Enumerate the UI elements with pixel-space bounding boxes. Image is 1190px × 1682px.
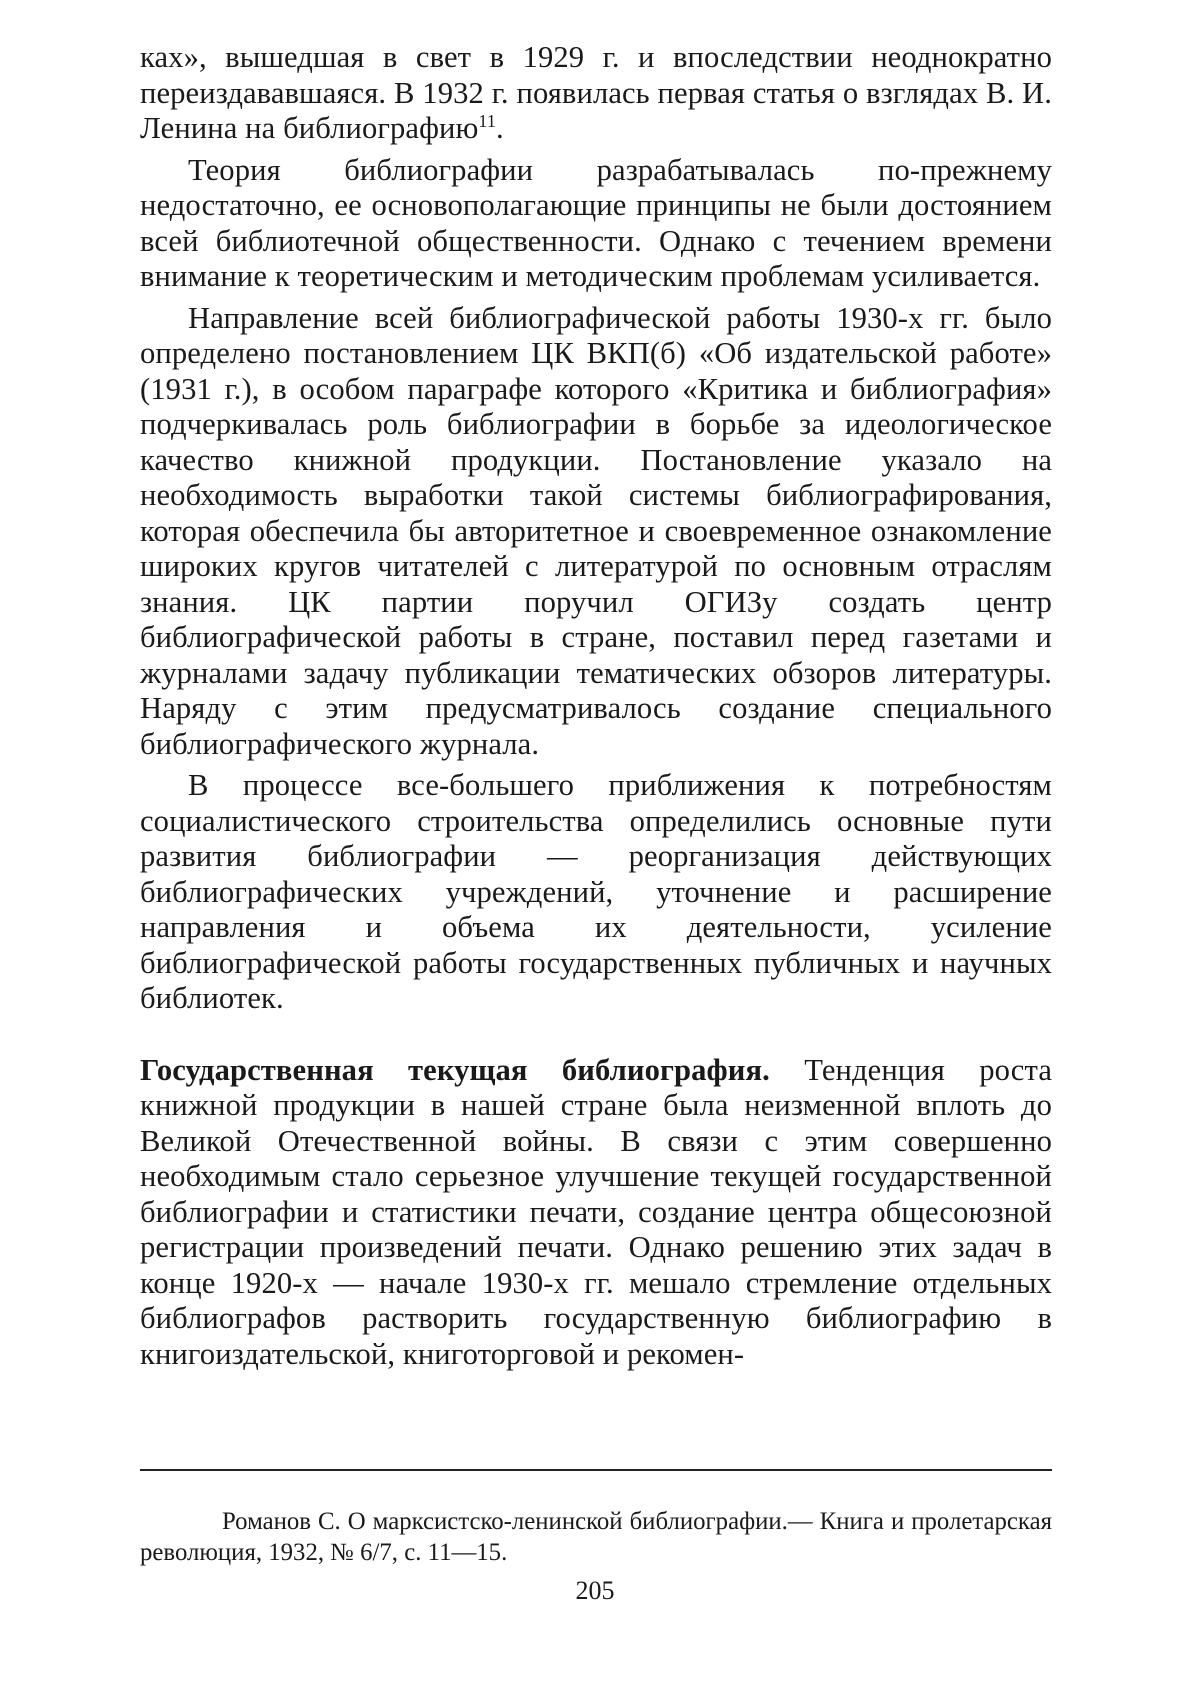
page-number: 205 (575, 1576, 615, 1605)
footnote-divider (140, 1469, 1052, 1471)
paragraph-5-text: Тенденция роста книжной продукции в нашей стране была неизменной вплоть до Великой Отечественной войны. В связи с этим совершенно необходимым стало серьезное улучшение текущей государственной библиографии и статистики печати, создание центра общесоюзной регистрации произведений печати. Однако решению этих задач в конце 1920-х — начале 1930-х гг. мешало стремление отдельных библиографов растворить государственную библиографию в книгоиздательской, книготорговой и рекомен- (140, 1052, 1053, 1371)
paragraph-2: Теория библиографии разрабатывалась по-прежнему недостаточно, ее основополагающие принципы не были достоянием всей библиотечной общественности. Однако с течением времени внимание к теоретическим и методическим проблемам усиливается. (140, 152, 1052, 293)
section-heading: Государственная текущая библиография. (140, 1052, 770, 1087)
paragraph-1-text: ках», вышедшая в свет в 1929 г. и впоследствии неоднократно переиздававшаяся. В 1932 г. появилась первая статья о взглядах В. И. Ленина на библиографию (140, 40, 1052, 145)
paragraph-3: Направление всей библиографической работы 1930-х гг. было определено постановлением ЦК ВКП(б) «Об издательской работе» (1931 г.), в особом параграфе которого «Критика и библиография» подчеркивалась роль библиографии в борьбе за идеологическое качество книжной продукции. Постановление указало на необходимость выработки такой системы библиографирования, которая обеспечила бы авторитетное и своевременное ознакомление широких кругов читателей с литературой по основным отраслям знания. ЦК партии поручил ОГИЗу создать центр библиографической работы в стране, поставил перед газетами и журналами задачу публикации тематических обзоров литературы. Наряду с этим предусматривалось создание специального библиографического журнала. (140, 300, 1052, 761)
footnote-reference: 11 (478, 110, 496, 131)
paragraph-4: В процессе все-большего приближения к потребностям социалистического строительства определились основные пути развития библиографии — реорганизация действующих библиографических учреждений, уточнение и расширение направления и объема их деятельности, усиление библиографической работы государственных публичных и научных библиотек. (140, 768, 1052, 1015)
paragraph-1 (140, 40, 1052, 147)
page-body (140, 40, 1052, 1372)
paragraph-1-end: . (495, 111, 504, 145)
section-paragraph (140, 1053, 1052, 1373)
footnote-text: Романов С. О марксистско-ленинской библиографии.— Книга и пролетарская революция, 1932, № 6/7, с. 11—15. (140, 1507, 1052, 1566)
